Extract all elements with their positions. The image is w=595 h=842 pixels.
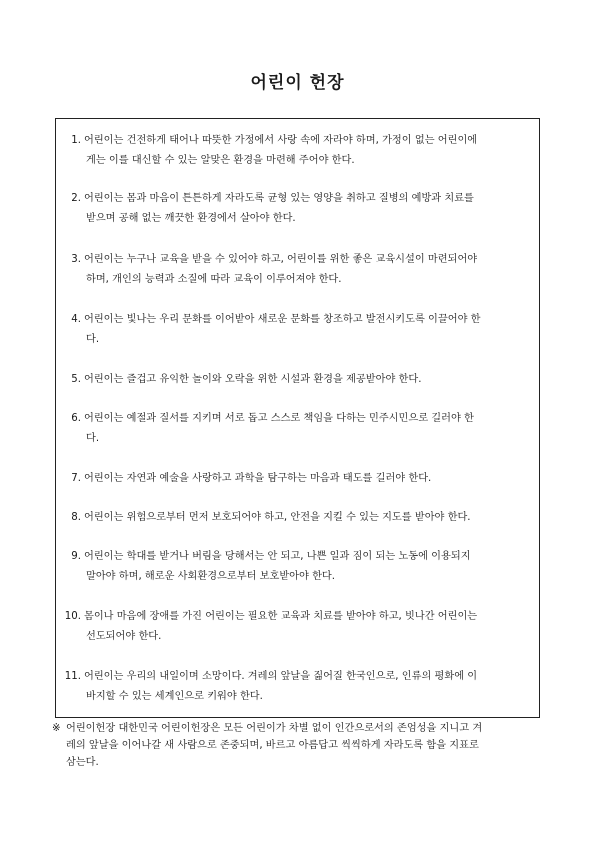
item-text <box>84 469 534 489</box>
item-line: 어린이는 학대를 받거나 버림을 당해서는 안 되고, 나쁜 일과 짐이 되는 노동에 이용되지 <box>84 551 471 562</box>
item-line: 다. <box>86 334 100 345</box>
footnote-mark: ※ <box>52 723 61 734</box>
item-line: 말아야 하며, 해로운 사회환경으로부터 보호받아야 한다. <box>86 571 336 582</box>
item-line: 몸이나 마음에 장애를 가진 어린이는 필요한 교육과 치료를 받아야 하고, 빗나간 어린이는 <box>84 611 478 622</box>
item-number: 8. <box>71 512 81 523</box>
item-number: 2. <box>71 193 81 204</box>
item-number: 6. <box>71 413 81 424</box>
item-line: 다. <box>86 433 100 444</box>
page-title: 어린이 헌장 <box>250 73 345 93</box>
item-number: 7. <box>71 473 81 484</box>
item-text <box>84 508 534 528</box>
item-text <box>84 189 534 229</box>
item-line: 어린이는 누구나 교육을 받을 수 있어야 하고, 어린이를 위한 좋은 교육시설이 마련되어야 <box>84 254 478 265</box>
footnote-line: 삼는다. <box>66 757 99 768</box>
item-line: 어린이는 몸과 마음이 튼튼하게 자라도록 균형 있는 영양을 취하고 질병의 예방과 치료를 <box>84 193 474 204</box>
footnote-line: 어린이헌장 대한민국 어린이헌장은 모든 어린이가 차별 없이 인간으로서의 존엄성을 지니고 겨 <box>66 723 483 734</box>
item-text <box>84 607 534 647</box>
charter-box <box>55 118 540 718</box>
item-text <box>84 667 534 707</box>
item-line: 어린이는 빛나는 우리 문화를 이어받아 새로운 문화를 창조하고 발전시키도록 이끌어야 한 <box>84 314 481 325</box>
item-text <box>84 250 534 290</box>
item-line: 어린이는 자연과 예술을 사랑하고 과학을 탐구하는 마음과 태도를 길러야 한다. <box>84 473 432 484</box>
footnote-text <box>66 720 545 771</box>
item-text <box>84 310 534 350</box>
item-text <box>84 547 534 587</box>
item-line: 어린이는 우리의 내일이며 소망이다. 겨레의 앞날을 짊어질 한국인으로, 인류의 평화에 이 <box>84 671 478 682</box>
item-line: 받으며 공해 없는 깨끗한 환경에서 살아야 한다. <box>86 213 296 224</box>
item-line: 선도되어야 한다. <box>86 631 162 642</box>
footnote-line: 레의 앞날을 이어나갈 새 사람으로 존중되며, 바르고 아름답고 씩씩하게 자라도록 함을 지표로 <box>66 740 479 751</box>
item-text <box>84 370 534 390</box>
item-number: 5. <box>71 374 81 385</box>
item-line: 어린이는 위험으로부터 먼저 보호되어야 하고, 안전을 지킬 수 있는 지도를 받아야 한다. <box>84 512 471 523</box>
item-text <box>84 409 534 449</box>
item-number: 4. <box>71 314 81 325</box>
item-line: 바지할 수 있는 세계인으로 키워야 한다. <box>86 691 263 702</box>
item-number: 9. <box>71 551 81 562</box>
item-number: 1. <box>71 135 81 146</box>
item-number: 3. <box>71 254 81 265</box>
item-line: 어린이는 예절과 질서를 지키며 서로 돕고 스스로 책임을 다하는 민주시민으로 길러야 한 <box>84 413 474 424</box>
item-number: 11. <box>64 671 81 682</box>
item-line: 어린이는 건전하게 태어나 따뜻한 가정에서 사랑 속에 자라야 하며, 가정이 없는 어린이에 <box>84 135 478 146</box>
item-text <box>84 131 534 171</box>
item-line: 게는 이를 대신할 수 있는 알맞은 환경을 마련해 주어야 한다. <box>86 155 355 166</box>
item-line: 하며, 개인의 능력과 소질에 따라 교육이 이루어져야 한다. <box>86 274 342 285</box>
item-line: 어린이는 즐겁고 유익한 놀이와 오락을 위한 시설과 환경을 제공받아야 한다. <box>84 374 422 385</box>
item-number: 10. <box>64 611 81 622</box>
